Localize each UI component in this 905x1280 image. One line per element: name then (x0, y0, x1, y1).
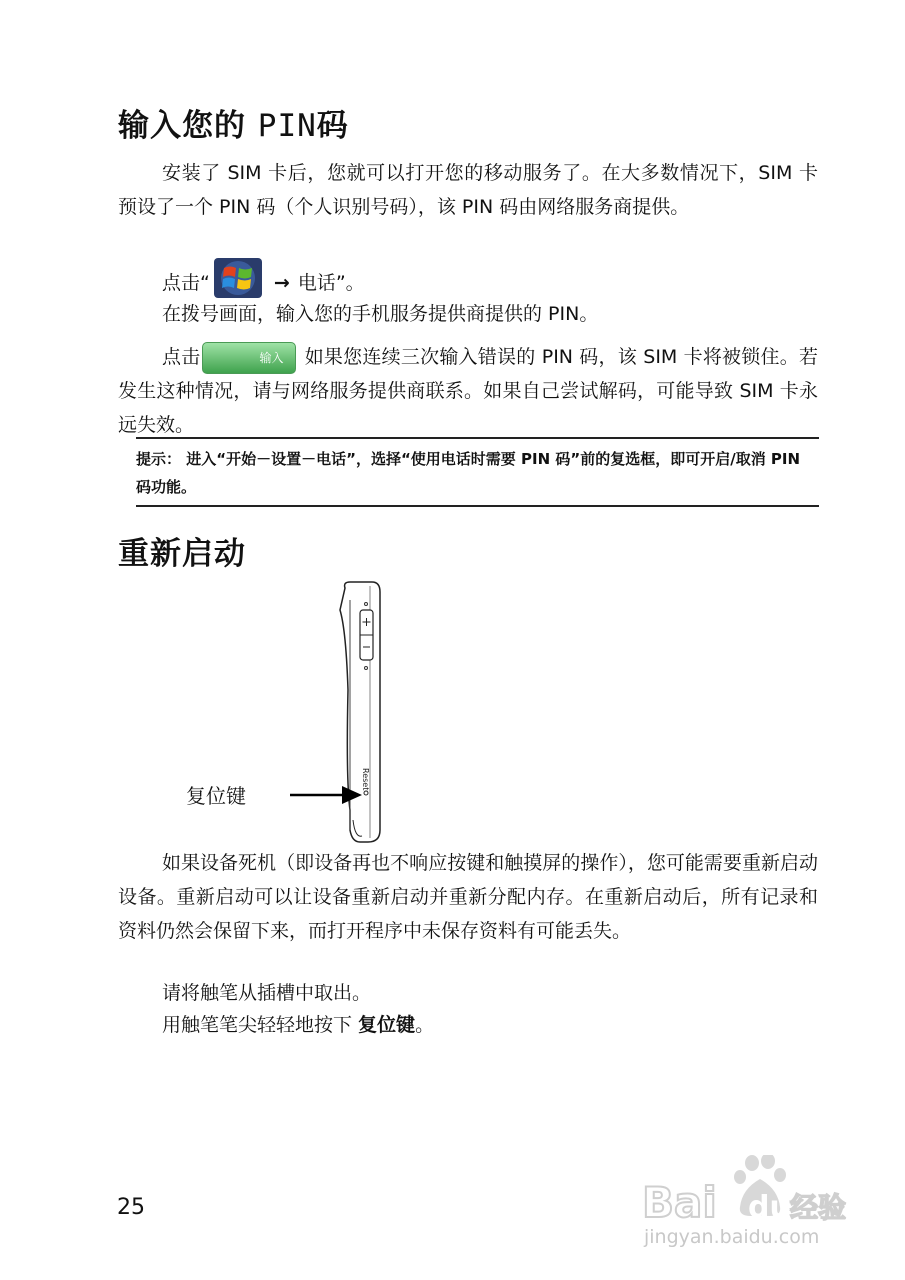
device-reset-text: Reset (361, 768, 370, 791)
reset-key-emphasis: 复位键 (358, 1014, 416, 1036)
restart-step-2 (162, 1008, 434, 1042)
tip-box: 提示： 进入“开始－设置－电话”，选择“使用电话时需要 PIN 码”前的复选框，即可开启/取消 PIN 码功能。 (136, 437, 819, 507)
step-text-warning: 如果您连续三次输入错误的 PIN 码，该 SIM 卡将被锁住。若发生这种情况，请与网络服务提供商联系。如果自己尝试解码，可能导致 SIM 卡永远失效。 (118, 346, 818, 436)
svg-text:du: du (748, 1190, 791, 1225)
pointer-arrow-icon (290, 784, 362, 806)
svg-text:Bai: Bai (642, 1178, 717, 1227)
input-button[interactable]: 输入 (202, 342, 296, 374)
page-number: 25 (117, 1195, 145, 1220)
section-title-restart: 重新启动 (118, 536, 246, 572)
device-side-illustration (280, 580, 390, 850)
title-suffix: 码 (316, 108, 349, 144)
title-code: PIN (257, 108, 317, 144)
restart-step-1: 请将触笔从插槽中取出。 (162, 982, 372, 1004)
step-text: 点击“ (162, 272, 210, 294)
svg-text:经验: 经验 (790, 1191, 847, 1224)
step-input-paragraph (118, 340, 818, 442)
pin-intro-paragraph: 安装了 SIM 卡后，您就可以打开您的移动服务了。在大多数情况下，SIM 卡预设了一个 PIN 码（个人识别号码），该 PIN 码由网络服务商提供。 (118, 162, 818, 218)
reset-key-label: 复位键 (186, 784, 246, 808)
step-dial: 在拨号画面，输入您的手机服务提供商提供的 PIN。 (162, 303, 599, 325)
section-title-pin (118, 100, 349, 145)
step-text: 点击 (162, 346, 201, 368)
step-text: 用触笔笔尖轻轻地按下 (162, 1014, 359, 1036)
watermark-url: jingyan.baidu.com (644, 1226, 820, 1248)
title-text: 输入您的 (118, 108, 246, 144)
baidu-watermark (640, 1155, 855, 1254)
arrow-icon: → (273, 272, 290, 294)
step-text-phone: 电话”。 (297, 272, 365, 294)
step-text-end: 。 (415, 1014, 435, 1036)
restart-paragraph: 如果设备死机（即设备再也不响应按键和触摸屏的操作），您可能需要重新启动设备。重新启动可以让设备重新启动并重新分配内存。在重新启动后，所有记录和资料仍然会保留下来，而打开程序中未保存资料有可能丢失。 (118, 852, 818, 942)
